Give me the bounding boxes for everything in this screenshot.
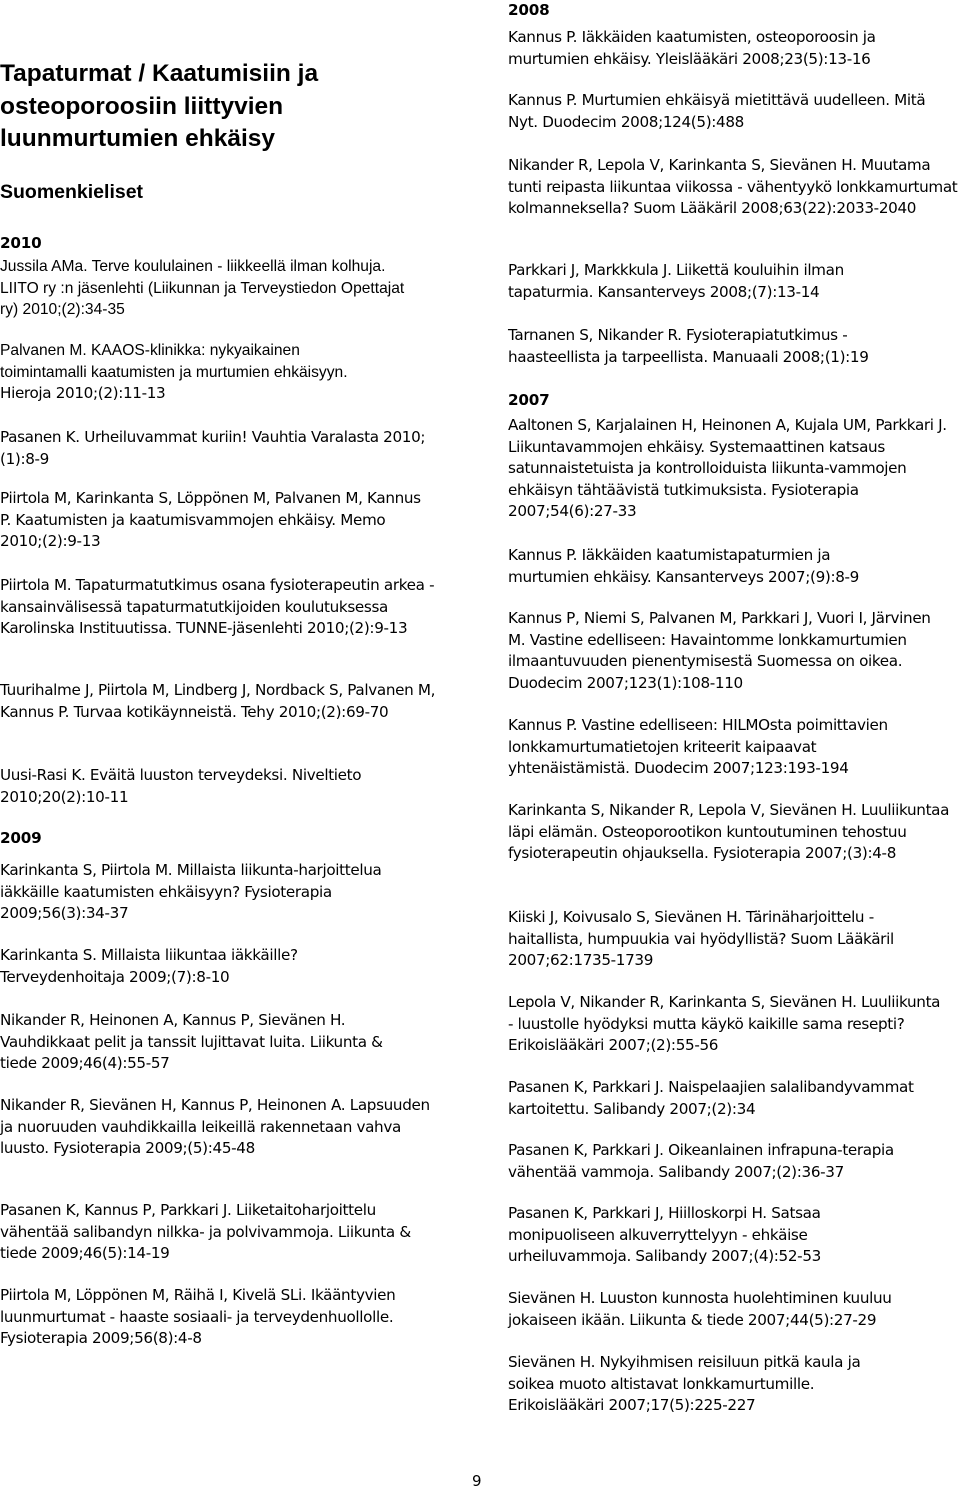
reference-item: Uusi-Rasi K. Eväitä luuston terveydeksi. Niveltieto 2010;20(2):10-11 xyxy=(0,766,362,806)
reference-item: Kiiski J, Koivusalo S, Sievänen H. Tärinäharjoittelu - haitallista, humpuukia vai hyödyllistä? Suom Lääkäril 2007;62:1735-1739 xyxy=(508,908,894,969)
page-number: 9 xyxy=(472,1472,482,1490)
reference-item xyxy=(0,256,420,321)
reference-item: Sievänen H. Luuston kunnosta huolehtiminen kuuluu jokaiseen ikään. Liikunta & tiede 2007;44(5):27-29 xyxy=(508,1289,892,1329)
reference-item: Aaltonen S, Karjalainen H, Heinonen A, Kujala UM, Parkkari J. Liikuntavammojen ehkäisy. Systemaattinen katsaus satunnaistetuista ja kontrolloiduista liikunta-vammojen ehkäisyn tähtäävistä tutkimuksista. Fysioterapia 2007;54(6):27-33 xyxy=(508,416,947,520)
reference-item: Kannus P. Iäkkäiden kaatumistapaturmien ja murtumien ehkäisy. Kansanterveys 2007;(9):8-9 xyxy=(508,546,859,586)
page-title: Tapaturmat / Kaatumisiin ja osteoporoosiin liittyvien luunmurtumien ehkäisy xyxy=(0,60,319,152)
reference-item xyxy=(0,340,385,405)
reference-text: Palvanen M. KAAOS-klinikka: nykyaikainen toimintamalli kaatumisten ja murtumien ehkäisyyn. xyxy=(0,342,348,381)
year-heading-2009: 2009 xyxy=(0,829,42,847)
year-heading-2007: 2007 xyxy=(508,391,550,409)
reference-item: Kannus P. Murtumien ehkäisyä mietittävä uudelleen. Mitä Nyt. Duodecim 2008;124(5):488 xyxy=(508,91,926,131)
reference-item: Karinkanta S, Nikander R, Lepola V, Sievänen H. Luuliikuntaa läpi elämän. Osteoporootikon kuntoutuminen tehostuu fysioterapeutin ohjauksella. Fysioterapia 2007;(3):4-8 xyxy=(508,801,950,862)
reference-text: Jussila AMa. Terve koululainen - liikkeellä ilman kolhuja. LIITO ry :n jäsenlehti (Liikunnan ja Terveystiedon Opettajat ry) 2010;(2):34-35 xyxy=(0,258,405,318)
reference-item: Piirtola M. Tapaturmatutkimus osana fysioterapeutin arkea - kansainvälisessä tapaturmatutkijoiden koulutuksessa Karolinska Instituutissa. TUNNE-jäsenlehti 2010;(2):9-13 xyxy=(0,576,435,637)
reference-item: Pasanen K, Parkkari J. Oikeanlainen infrapuna-terapia vähentää vammoja. Salibandy 2007;(2):36-37 xyxy=(508,1141,894,1181)
reference-item: Piirtola M, Karinkanta S, Löppönen M, Palvanen M, Kannus P. Kaatumisten ja kaatumisvammojen ehkäisy. Memo 2010;(2):9-13 xyxy=(0,489,421,550)
reference-item: Parkkari J, Markkkula J. Liikettä kouluihin ilman tapaturmia. Kansanterveys 2008;(7):13-14 xyxy=(508,261,844,301)
reference-text: Hieroja 2010;(2):11-13 xyxy=(0,384,166,402)
reference-item: Pasanen K, Parkkari J, Hiilloskorpi H. Satsaa monipuoliseen alkuverryttelyyn - ehkäise urheiluvammoja. Salibandy 2007;(4):52-53 xyxy=(508,1204,821,1265)
reference-item: Lepola V, Nikander R, Karinkanta S, Sievänen H. Luuliikunta - luustolle hyödyksi mutta käykö kaikille sama resepti? Erikoislääkäri 2007;(2):55-56 xyxy=(508,993,941,1054)
reference-item: Kannus P. Iäkkäiden kaatumisten, osteoporoosin ja murtumien ehkäisy. Yleislääkäri 2008;23(5):13-16 xyxy=(508,28,876,68)
reference-item: Sievänen H. Nykyihmisen reisiluun pitkä kaula ja soikea muoto altistavat lonkkamurtumille. Erikoislääkäri 2007;17(5):225-227 xyxy=(508,1353,861,1414)
reference-item: Tuurihalme J, Piirtola M, Lindberg J, Nordback S, Palvanen M, Kannus P. Turvaa kotikäynneistä. Tehy 2010;(2):69-70 xyxy=(0,681,436,721)
reference-item: Karinkanta S, Piirtola M. Millaista liikunta-harjoittelua iäkkäille kaatumisten ehkäisyyn? Fysioterapia 2009;56(3):34-37 xyxy=(0,861,382,922)
reference-item: Pasanen K. Urheiluvammat kuriin! Vauhtia Varalasta 2010;(1):8-9 xyxy=(0,428,426,468)
reference-item: Karinkanta S. Millaista liikuntaa iäkkäille? Terveydenhoitaja 2009;(7):8-10 xyxy=(0,946,298,986)
reference-item: Kannus P. Vastine edelliseen: HILMOsta poimittavien lonkkamurtumatietojen kriteerit kaipaavat yhtenäistämistä. Duodecim 2007;123:193-194 xyxy=(508,716,888,777)
year-heading-2010: 2010 xyxy=(0,234,42,252)
reference-item: Nikander R, Lepola V, Karinkanta S, Sievänen H. Muutama tunti reipasta liikuntaa viikossa - vähentyykö lonkkamurtumat kolmanneksella? Suom Lääkäril 2008;63(22):2033-2040 xyxy=(508,156,958,217)
reference-item: Nikander R, Heinonen A, Kannus P, Sievänen H. Vauhdikkaat pelit ja tanssit lujittavat luita. Liikunta & tiede 2009;46(4):55-57 xyxy=(0,1011,383,1072)
section-heading-finnish: Suomenkieliset xyxy=(0,181,144,203)
reference-item: Kannus P, Niemi S, Palvanen M, Parkkari J, Vuori I, Järvinen M. Vastine edelliseen: Havaintomme lonkkamurtumien ilmaantuvuuden pienentymisestä Suomessa on oikea. Duodecim 2007;123(1):108-110 xyxy=(508,609,931,692)
reference-item: Pasanen K, Parkkari J. Naispelaajien salalibandyvammat kartoitettu. Salibandy 2007;(2):34 xyxy=(508,1078,914,1118)
reference-item: Piirtola M, Löppönen M, Räihä I, Kivelä SLi. Ikääntyvien luunmurtumat - haaste sosiaali- ja terveydenhuollolle. Fysioterapia 2009;56(8):4-8 xyxy=(0,1286,396,1347)
reference-item: Pasanen K, Kannus P, Parkkari J. Liiketaitoharjoittelu vähentää salibandyn nilkka- ja polvivammoja. Liikunta & tiede 2009;46(5):14-19 xyxy=(0,1201,411,1262)
year-heading-2008: 2008 xyxy=(508,1,550,19)
reference-item: Tarnanen S, Nikander R. Fysioterapiatutkimus - haasteellista ja tarpeellista. Manuaali 2008;(1):19 xyxy=(508,326,869,366)
reference-item: Nikander R, Sievänen H, Kannus P, Heinonen A. Lapsuuden ja nuoruuden vauhdikkailla leikeillä rakennetaan vahva luusto. Fysioterapia 2009;(5):45-48 xyxy=(0,1096,430,1157)
